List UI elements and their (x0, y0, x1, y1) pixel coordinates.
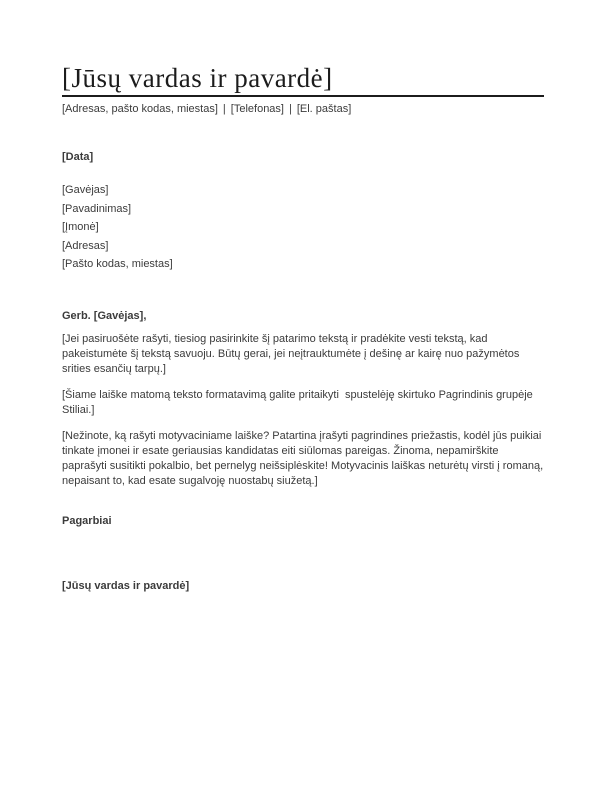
salutation: Gerb. [Gavėjas], (62, 309, 147, 322)
contact-email: [El. paštas] (296, 103, 352, 115)
contact-address: [Adresas, pašto kodas, miestas] (62, 103, 218, 115)
body-paragraph-3: [Nežinote, ką rašyti motyvaciniame laiške? Patartina įrašyti pagrindines priežastis, kodėl jūs puikiai tinkate įmonei ir esate geriausias kandidatas eiti siūlomas pareigas. Žinoma, nepamirškite paprašyti susitikti pokalbio, bet pernelyg neišsiplėskite! Motyvacinis laiškas neturėtų virsti į romaną, nepaisant to, kad esate sugalvoję nuostabų siužetą.] (62, 429, 547, 487)
recipient-postal-city: [Pašto kodas, miestas] (62, 258, 173, 270)
signature-name: [Jūsų vardas ir pavardė] (62, 579, 190, 592)
recipient-block (62, 181, 544, 274)
date-placeholder: [Data] (62, 151, 94, 163)
body-paragraph-1: [Jei pasiruošėte rašyti, tiesiog pasirinkite šį patarimo tekstą ir pradėkite vesti tekstą, kad pakeistumėte šį tekstą savuoju. Būtų gerai, jei neįtrauktumėte į dešinę ar kairę nuo pažymėtos srities esančių tarpų.] (62, 332, 523, 375)
recipient-name: [Gavėjas] (62, 184, 109, 196)
recipient-title: [Pavadinimas] (62, 202, 132, 215)
recipient-address: [Adresas] (62, 239, 109, 252)
letter-header (62, 64, 544, 116)
recipient-company: [Įmonė] (62, 221, 99, 233)
contact-phone: [Telefonas] (230, 103, 284, 115)
sender-name-heading: [Jūsų vardas ir pavardė] (62, 64, 544, 97)
closing: Pagarbiai (62, 514, 112, 527)
body-paragraph-2: [Šiame laiške matomą teksto formatavimą galite pritaikyti spustelėję skirtuko Pagrindinis grupėje Stiliai.] (62, 388, 536, 416)
contact-line (62, 103, 544, 116)
contact-separator: | (222, 103, 226, 115)
contact-separator: | (288, 103, 292, 115)
